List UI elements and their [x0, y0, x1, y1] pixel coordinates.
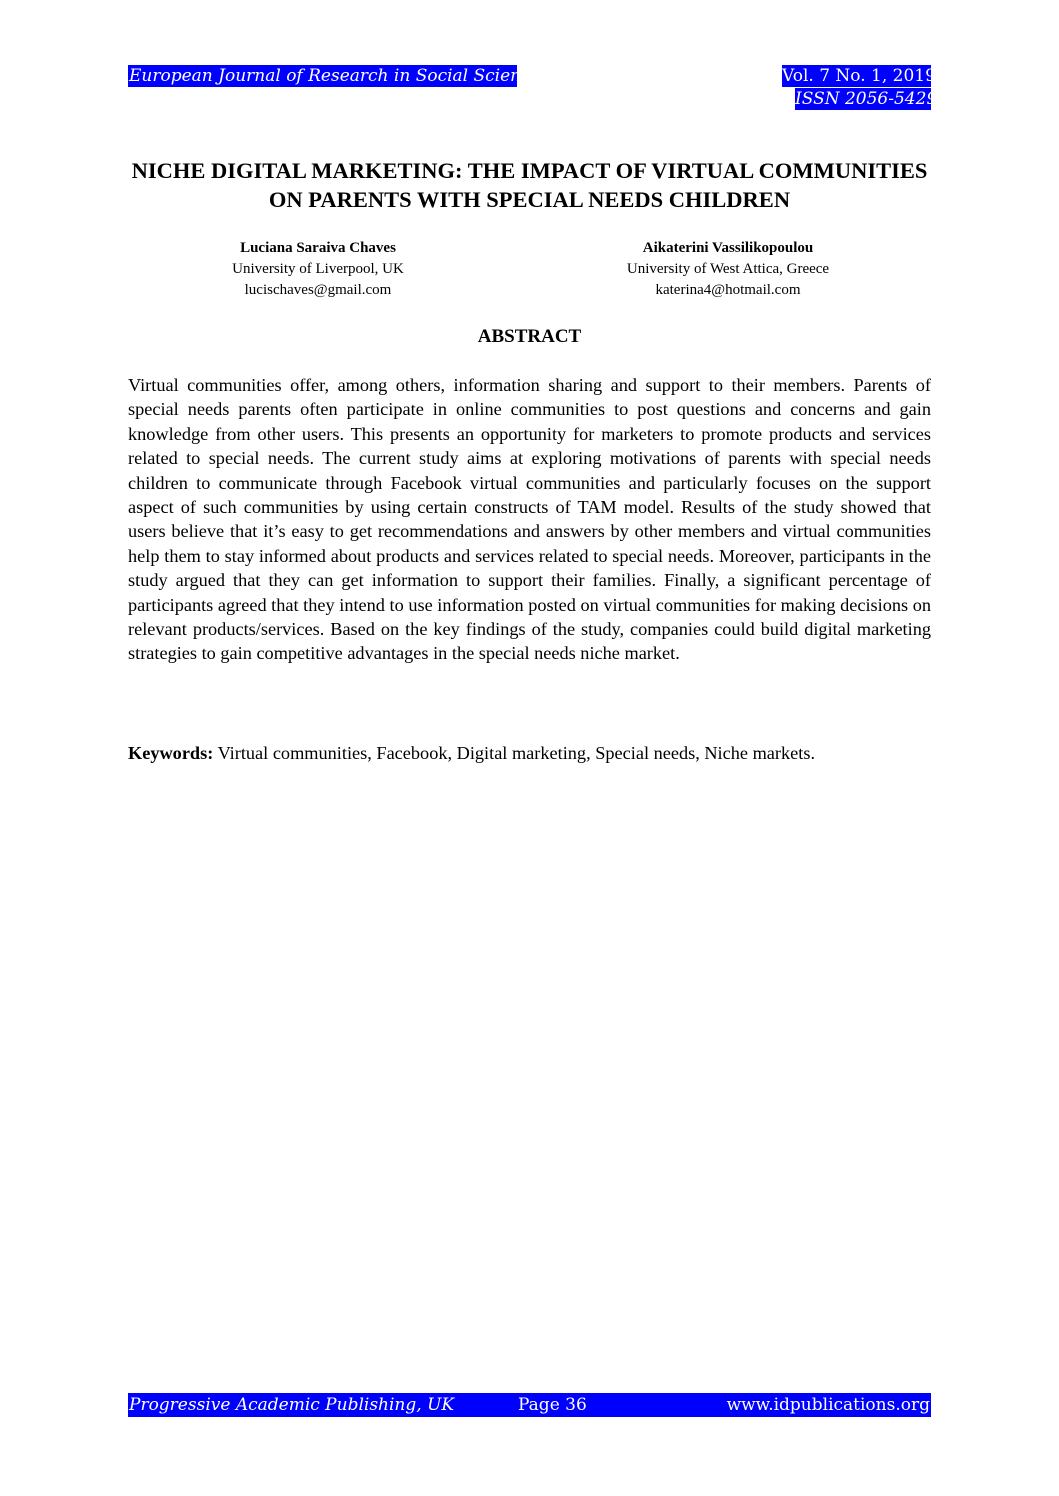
page-footer	[128, 1393, 931, 1417]
issn-header: ISSN 2056-5429	[795, 89, 938, 109]
footer-website: www.idpublications.org	[726, 1395, 930, 1415]
author-affiliation: University of West Attica, Greece	[626, 261, 830, 277]
keywords-label: Keywords:	[128, 743, 214, 763]
volume-issue-header: Vol. 7 No. 1, 2019	[782, 66, 936, 86]
author-email: lucischaves@gmail.com	[244, 282, 392, 298]
keywords-paragraph	[128, 741, 931, 765]
paper-title: NICHE DIGITAL MARKETING: THE IMPACT OF VIRTUAL COMMUNITIES ON PARENTS WITH SPECIAL NEEDS CHILDREN	[131, 158, 928, 212]
author-affiliation: University of Liverpool, UK	[232, 261, 404, 277]
journal-name-header: European Journal of Research in Social Sciences	[129, 66, 550, 86]
author-name: Luciana Saraiva Chaves	[240, 240, 396, 256]
author-email: katerina4@hotmail.com	[655, 282, 801, 298]
abstract-text: Virtual communities offer, among others, information sharing and support to their members. Parents of special needs parents often participate in online communities to post questions and concerns and gain knowledge from other users. This presents an opportunity for marketers to promote products and services related to special needs. The current study aims at exploring motivations of parents with special needs children to communicate through Facebook virtual communities and particularly focuses on the support aspect of such communities by using certain constructs of TAM model. Results of the study showed that users believe that it’s easy to get recommendations and answers by other members and virtual communities help them to stay informed about products and services related to special needs. Moreover, participants in the study argued that they can get information to support their families. Finally, a significant percentage of participants agreed that they intend to use information posted on virtual communities for making decisions on relevant products/services. Based on the key findings of the study, companies could build digital marketing strategies to gain competitive advantages in the special needs niche market.	[128, 375, 931, 664]
author-name: Aikaterini Vassilikopoulou	[642, 240, 814, 256]
footer-page-number: Page 36	[518, 1395, 587, 1415]
footer-publisher: Progressive Academic Publishing, UK	[129, 1395, 455, 1415]
author-block-2	[538, 238, 918, 301]
author-block-1	[128, 238, 508, 301]
keywords-text: Virtual communities, Facebook, Digital marketing, Special needs, Niche markets.	[217, 743, 816, 763]
abstract-heading: ABSTRACT	[477, 326, 582, 347]
